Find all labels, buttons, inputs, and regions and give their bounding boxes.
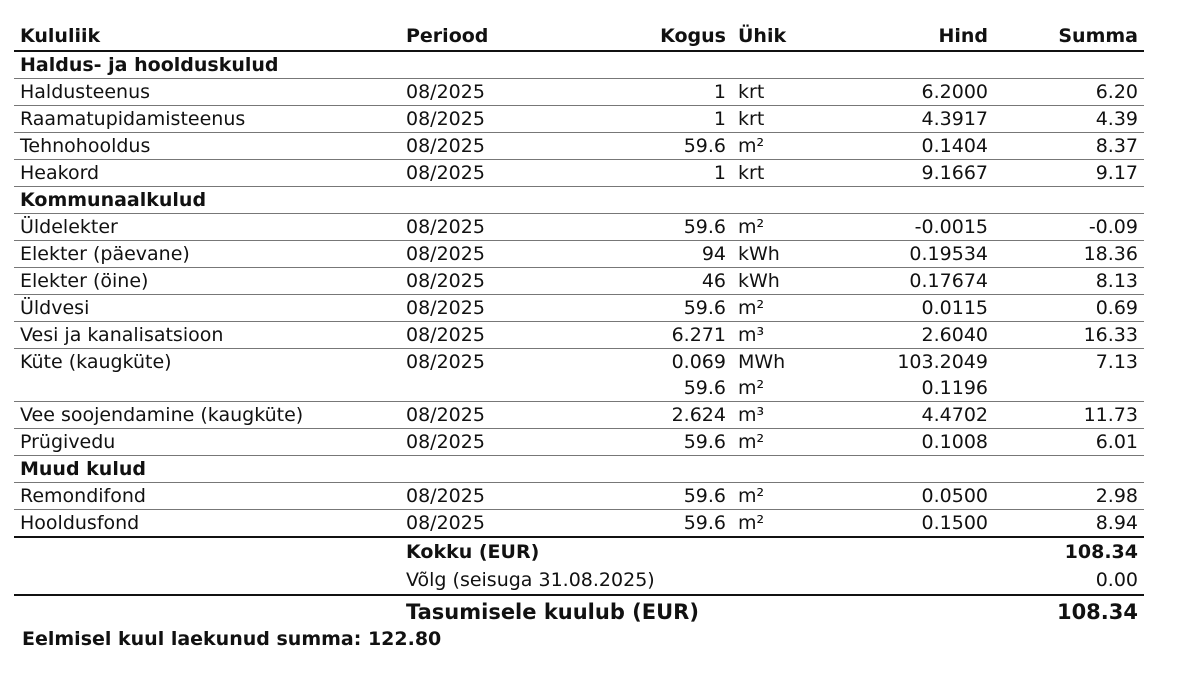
item-price: 0.1196	[844, 375, 994, 402]
header-price: Hind	[844, 22, 994, 51]
item-period: 08/2025	[400, 241, 612, 268]
header-unit: Ühik	[734, 22, 844, 51]
section-title: Muud kulud	[14, 456, 1144, 483]
item-period: 08/2025	[400, 322, 612, 349]
item-sum: 8.13	[994, 268, 1144, 295]
item-name: Remondifond	[14, 483, 400, 510]
table-row	[14, 160, 1144, 187]
table-header-row	[14, 22, 1144, 51]
section-title: Haldus- ja hoolduskulud	[14, 51, 1144, 79]
item-sum: 11.73	[994, 402, 1144, 429]
header-period: Periood	[400, 22, 612, 51]
item-price: 0.1008	[844, 429, 994, 456]
table-row-continuation	[14, 375, 1144, 402]
item-qty: 1	[612, 79, 734, 106]
item-price: 103.2049	[897, 351, 988, 373]
totals-block	[14, 537, 1144, 628]
item-unit: m²	[734, 133, 844, 160]
item-period: 08/2025	[400, 510, 612, 538]
item-sum: 9.17	[994, 160, 1144, 187]
table-row	[14, 268, 1144, 295]
debt-value: 0.00	[1095, 569, 1138, 591]
item-period: 08/2025	[400, 106, 612, 133]
previous-payment-note: Eelmisel kuul laekunud summa: 122.80	[22, 628, 442, 650]
total-label: Kokku (EUR)	[400, 537, 844, 566]
item-qty: 46	[612, 268, 734, 295]
item-sum: 8.94	[994, 510, 1144, 538]
item-price: 4.4702	[844, 402, 994, 429]
item-sum: 4.39	[994, 106, 1144, 133]
item-price: 0.0115	[844, 295, 994, 322]
item-sum: 16.33	[994, 322, 1144, 349]
item-name-empty	[14, 375, 400, 402]
header-item: Kululiik	[14, 22, 400, 51]
item-name: Vee soojendamine (kaugküte)	[14, 402, 400, 429]
section-row	[14, 187, 1144, 214]
item-name: Elekter (päevane)	[14, 241, 400, 268]
section-row	[14, 51, 1144, 79]
item-unit: m²	[734, 375, 844, 402]
item-qty: 59.6	[612, 295, 734, 322]
item-price: 0.1500	[844, 510, 994, 538]
item-qty: 59.6	[612, 133, 734, 160]
table-row	[14, 133, 1144, 160]
item-price: 9.1667	[844, 160, 994, 187]
item-name: Elekter (öine)	[14, 268, 400, 295]
header-qty: Kogus	[612, 22, 734, 51]
item-sum: 2.98	[994, 483, 1144, 510]
item-sum: 6.01	[994, 429, 1144, 456]
item-period-empty	[400, 375, 612, 402]
table-row	[14, 106, 1144, 133]
item-unit: kWh	[734, 268, 844, 295]
table-body	[14, 51, 1144, 537]
item-unit: m²	[734, 510, 844, 538]
item-qty: 94	[612, 241, 734, 268]
item-price: 0.17674	[844, 268, 994, 295]
item-period: 08/2025	[400, 79, 612, 106]
item-unit: krt	[734, 160, 844, 187]
item-sum: 0.69	[994, 295, 1144, 322]
item-qty: 59.6	[612, 375, 734, 402]
item-qty: 0.069	[671, 351, 726, 373]
debt-row	[14, 566, 1144, 595]
item-qty: 59.6	[612, 483, 734, 510]
item-price: -0.0015	[844, 214, 994, 241]
item-qty: 6.271	[612, 322, 734, 349]
item-sum: 18.36	[994, 241, 1144, 268]
table-row	[14, 349, 1144, 376]
item-period: 08/2025	[406, 351, 485, 373]
item-name: Vesi ja kanalisatsioon	[14, 322, 400, 349]
total-value: 108.34	[994, 537, 1144, 566]
item-name: Raamatupidamisteenus	[14, 106, 400, 133]
item-unit: m²	[734, 429, 844, 456]
item-price: 6.2000	[844, 79, 994, 106]
item-price: 4.3917	[844, 106, 994, 133]
header-sum: Summa	[994, 22, 1144, 51]
table-row	[14, 79, 1144, 106]
item-period: 08/2025	[400, 483, 612, 510]
item-unit: m²	[734, 483, 844, 510]
section-row	[14, 456, 1144, 483]
item-name: Üldelekter	[14, 214, 400, 241]
item-name: Hooldusfond	[14, 510, 400, 538]
item-period: 08/2025	[400, 295, 612, 322]
item-price: 0.19534	[844, 241, 994, 268]
item-price: 0.1404	[844, 133, 994, 160]
item-name: Tehnohooldus	[14, 133, 400, 160]
table-row	[14, 429, 1144, 456]
item-sum: 6.20	[994, 79, 1144, 106]
item-period: 08/2025	[400, 133, 612, 160]
item-name: Prügivedu	[14, 429, 400, 456]
item-unit: MWh	[738, 351, 786, 373]
table-row	[14, 510, 1144, 538]
pay-row	[14, 595, 1144, 628]
item-sum: -0.09	[994, 214, 1144, 241]
table-row	[14, 241, 1144, 268]
item-name: Küte (kaugküte)	[20, 351, 172, 373]
table-row	[14, 483, 1144, 510]
item-unit: kWh	[734, 241, 844, 268]
section-title: Kommunaalkulud	[14, 187, 1144, 214]
item-period: 08/2025	[400, 160, 612, 187]
item-period: 08/2025	[400, 214, 612, 241]
item-unit: m²	[734, 295, 844, 322]
table-row	[14, 322, 1144, 349]
item-price: 0.0500	[844, 483, 994, 510]
item-period: 08/2025	[400, 402, 612, 429]
table-row	[14, 214, 1144, 241]
item-sum-empty	[994, 375, 1144, 402]
item-qty: 2.624	[612, 402, 734, 429]
item-qty: 59.6	[612, 429, 734, 456]
item-sum: 7.13	[1095, 351, 1138, 373]
item-period: 08/2025	[400, 268, 612, 295]
item-qty: 59.6	[612, 510, 734, 538]
item-unit: krt	[734, 106, 844, 133]
invoice-sheet	[14, 22, 1144, 628]
item-qty: 59.6	[612, 214, 734, 241]
pay-label: Tasumisele kuulub (EUR)	[400, 595, 844, 628]
table-row	[14, 402, 1144, 429]
cost-table	[14, 22, 1144, 628]
item-qty: 1	[612, 160, 734, 187]
item-price: 2.6040	[844, 322, 994, 349]
item-sum: 8.37	[994, 133, 1144, 160]
item-unit: m³	[734, 402, 844, 429]
item-unit: m²	[734, 214, 844, 241]
item-qty: 1	[612, 106, 734, 133]
item-name: Üldvesi	[14, 295, 400, 322]
item-name: Haldusteenus	[14, 79, 400, 106]
debt-label: Võlg (seisuga 31.08.2025)	[406, 569, 655, 591]
item-unit: m³	[734, 322, 844, 349]
table-row	[14, 295, 1144, 322]
item-period: 08/2025	[400, 429, 612, 456]
pay-value: 108.34	[994, 595, 1144, 628]
total-row	[14, 537, 1144, 566]
item-unit: krt	[734, 79, 844, 106]
item-name: Heakord	[14, 160, 400, 187]
